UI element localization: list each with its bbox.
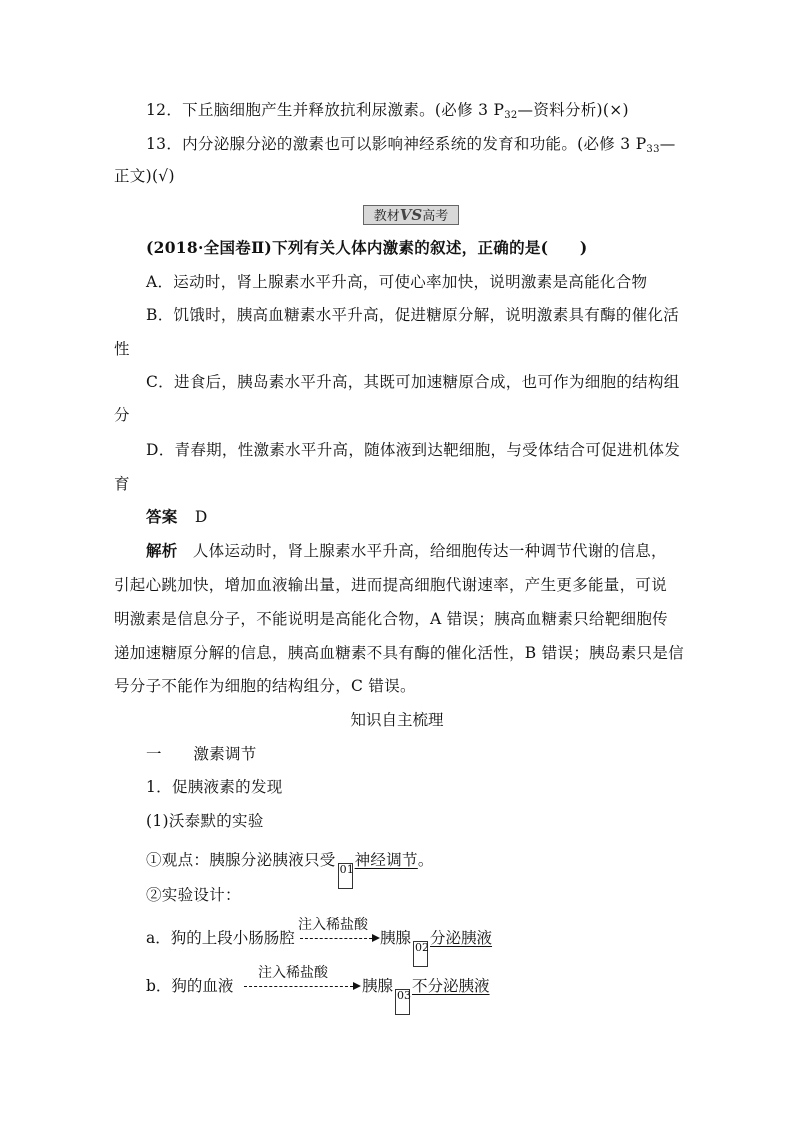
banner-right: 高考 [422,209,449,224]
row-a-answer: 分泌胰液 [430,929,493,947]
analysis-line3: 明激素是信息分子，不能说明是高能化合物，A 错误；胰高血糖素只给靶细胞传 [114,610,668,628]
heading-1: 1．促胰液素的发现 [146,778,283,796]
analysis-text1: 人体运动时，肾上腺素水平升高，给细胞传达一种调节代谢的信息， [192,542,667,560]
row-b-arrow-label: 注入稀盐酸 [258,965,328,981]
option-d-line2: 育 [114,475,130,493]
textbook-vs-exam-banner [363,205,459,225]
row-b-start: b．狗的血液 [146,977,234,995]
row-a-arrow-head-icon [372,934,380,942]
row-a-start: a．狗的上段小肠肠腔 [146,929,295,947]
viewpoint-answer: 神经调节 [354,851,418,869]
row-a-end [380,928,492,967]
blank-number-01: 01 [338,863,353,889]
banner-vs-icon: VS [399,206,423,224]
section-title: 知识自主梳理 [350,711,444,729]
banner-left: 教材 [373,209,400,224]
analysis-line1 [146,541,667,561]
item-13-tail: — [659,135,676,153]
item-13 [146,134,676,160]
design-row-a [146,928,295,948]
blank-number-02: 02 [413,941,428,967]
option-c-line1: C．进食后，胰岛素水平升高，其既可加速糖原合成，也可作为细胞的结构组 [146,373,680,391]
option-b-line2: 性 [114,340,130,358]
analysis-line2: 引起心跳加快，增加血液输出量，进而提高细胞代谢速率，产生更多能量，可说 [114,576,668,594]
viewpoint-text: ①观点：胰腺分泌胰液只受 [146,851,336,869]
item-12-tail: —资料分析)(×) [517,101,629,119]
option-a: A．运动时，肾上腺素水平升高，可使心率加快，说明激素是高能化合物 [146,273,648,291]
option-b-line1: B．饥饿时，胰高血糖素水平升高，促进糖原分解，说明激素具有酶的催化活 [146,306,680,324]
answer [146,507,208,527]
answer-label: 答案 [146,507,178,526]
item-12-text: 12．下丘脑细胞产生并释放抗利尿激素。(必修 3 P [146,101,505,119]
option-d-line1: D．青春期，性激素水平升高，随体液到达靶细胞，与受体结合可促进机体发 [146,441,681,459]
item-12 [146,100,629,126]
item-13-line2: 正文)(√) [114,167,175,185]
design-heading: ②实验设计： [146,886,241,904]
item-13-page-sub: 33 [646,144,660,155]
question-stem: (2018·全国卷Ⅱ)下列有关人体内激素的叙述，正确的是( ) [146,238,588,257]
viewpoint-end: 。 [417,851,434,869]
blank-number-03: 03 [395,989,410,1015]
row-b-answer: 不分泌胰液 [412,977,490,995]
analysis-line5: 号分子不能作为细胞的结构组分，C 错误。 [114,677,416,695]
item-12-page-sub: 32 [504,110,518,121]
heading-2: (1)沃泰默的实验 [146,812,264,830]
row-a-arrow-line [300,938,372,939]
item-13-text: 13．内分泌腺分泌的激素也可以影响神经系统的发育和功能。(必修 3 P [146,135,647,153]
row-b-end [362,976,490,1015]
analysis-label: 解析 [146,541,178,560]
part-heading: 一 激素调节 [146,745,257,763]
row-b-arrow-line [244,986,353,987]
row-a-target: 胰腺 [380,929,412,947]
viewpoint-line [146,850,434,889]
answer-value: D [194,508,208,526]
option-c-line2: 分 [114,406,130,424]
analysis-line4: 递加速糖原分解的信息，胰高血糖素不具有酶的催化活性，B 错误；胰岛素只是信 [114,644,684,662]
row-b-arrow-head-icon [353,982,361,990]
row-b-target: 胰腺 [362,977,394,995]
design-row-b [146,976,233,996]
row-a-arrow-label: 注入稀盐酸 [298,917,368,933]
